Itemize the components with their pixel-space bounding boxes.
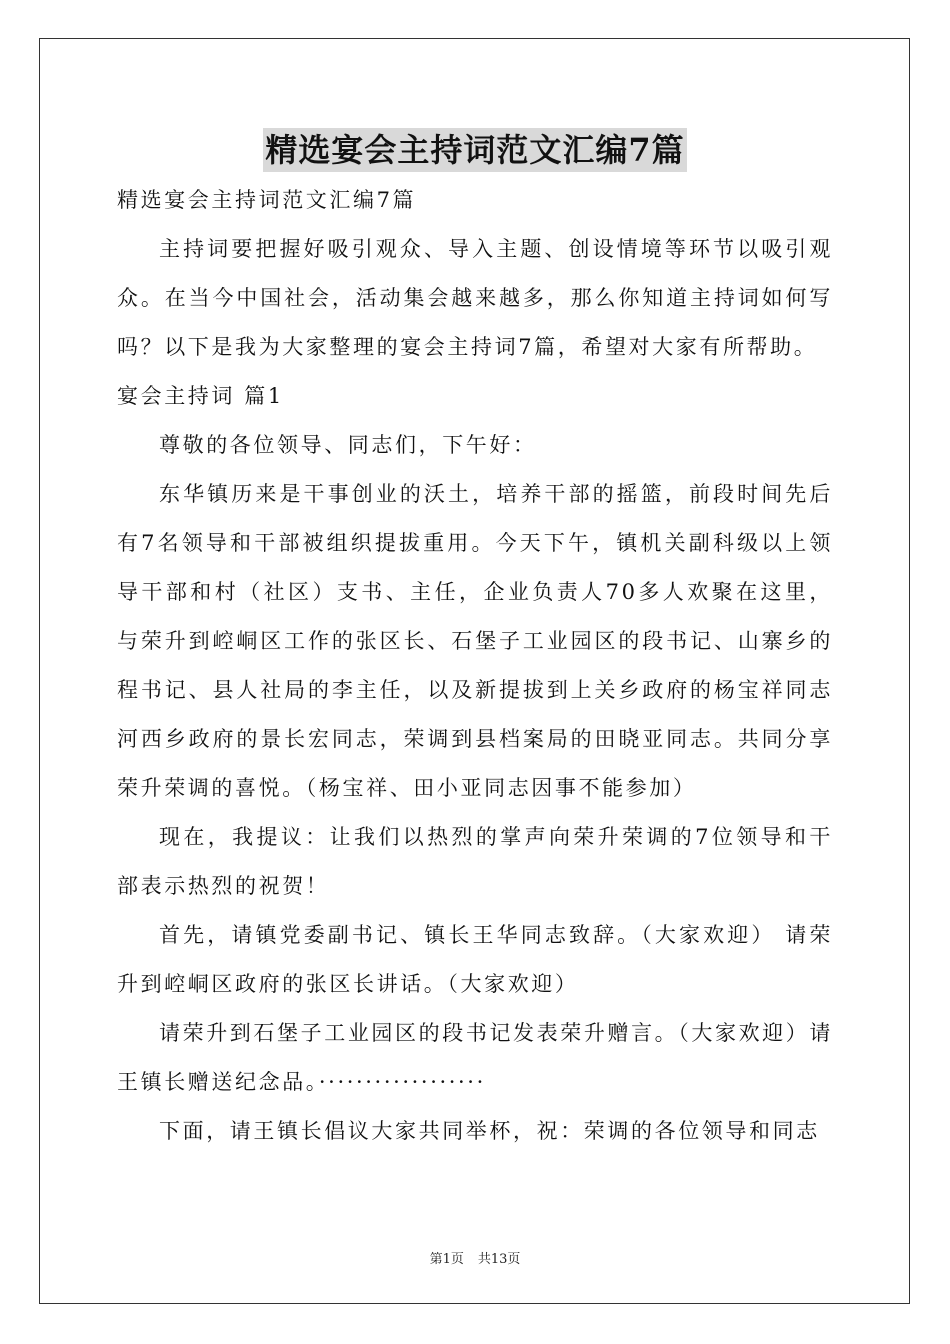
section-heading: 宴会主持词 篇1 xyxy=(117,384,284,408)
document-title: 精选宴会主持词范文汇编7篇 xyxy=(263,128,686,172)
paragraph-toast: 下面，请王镇长倡议大家共同举杯，祝：荣调的各位领导和同志 xyxy=(159,1119,820,1143)
page-total: 共13页 xyxy=(477,1252,521,1267)
paragraph-gifts: 请荣升到石堡子工业园区的段书记发表荣升赠言。（大家欢迎）请王镇长赠送纪念品。·················· xyxy=(117,1021,833,1094)
page-footer xyxy=(0,1248,950,1267)
document-body xyxy=(117,176,833,1156)
paragraph-background: 东华镇历来是干事创业的沃土，培养干部的摇篮，前段时间先后有7名领导和干部被组织提拔重用。今天下午，镇机关副科级以上领导干部和村（社区）支书、主任，企业负责人70多人欢聚在这里，与荣升到崆峒区工作的张区长、石堡子工业园区的段书记、山寨乡的程书记、县人社局的李主任，以及新提拔到上关乡政府的杨宝祥同志河西乡政府的景长宏同志，荣调到县档案局的田晓亚同志。共同分享荣升荣调的喜悦。（杨宝祥、田小亚同志因事不能参加） xyxy=(117,482,833,800)
intro-paragraph: 主持词要把握好吸引观众、导入主题、创设情境等环节以吸引观众。在当今中国社会，活动集会越来越多，那么你知道主持词如何写吗？以下是我为大家整理的宴会主持词7篇，希望对大家有所帮助。 xyxy=(117,237,833,359)
paragraph-speeches: 首先，请镇党委副书记、镇长王华同志致辞。（大家欢迎） 请荣升到崆峒区政府的张区长讲话。（大家欢迎） xyxy=(117,923,833,996)
paragraph-proposal: 现在，我提议：让我们以热烈的掌声向荣升荣调的7位领导和干部表示热烈的祝贺！ xyxy=(117,825,833,898)
paragraph-greeting: 尊敬的各位领导、同志们，下午好： xyxy=(159,433,537,457)
title-area xyxy=(0,128,950,172)
page-number: 第1页 xyxy=(429,1252,464,1267)
subtitle: 精选宴会主持词范文汇编7篇 xyxy=(117,188,417,212)
